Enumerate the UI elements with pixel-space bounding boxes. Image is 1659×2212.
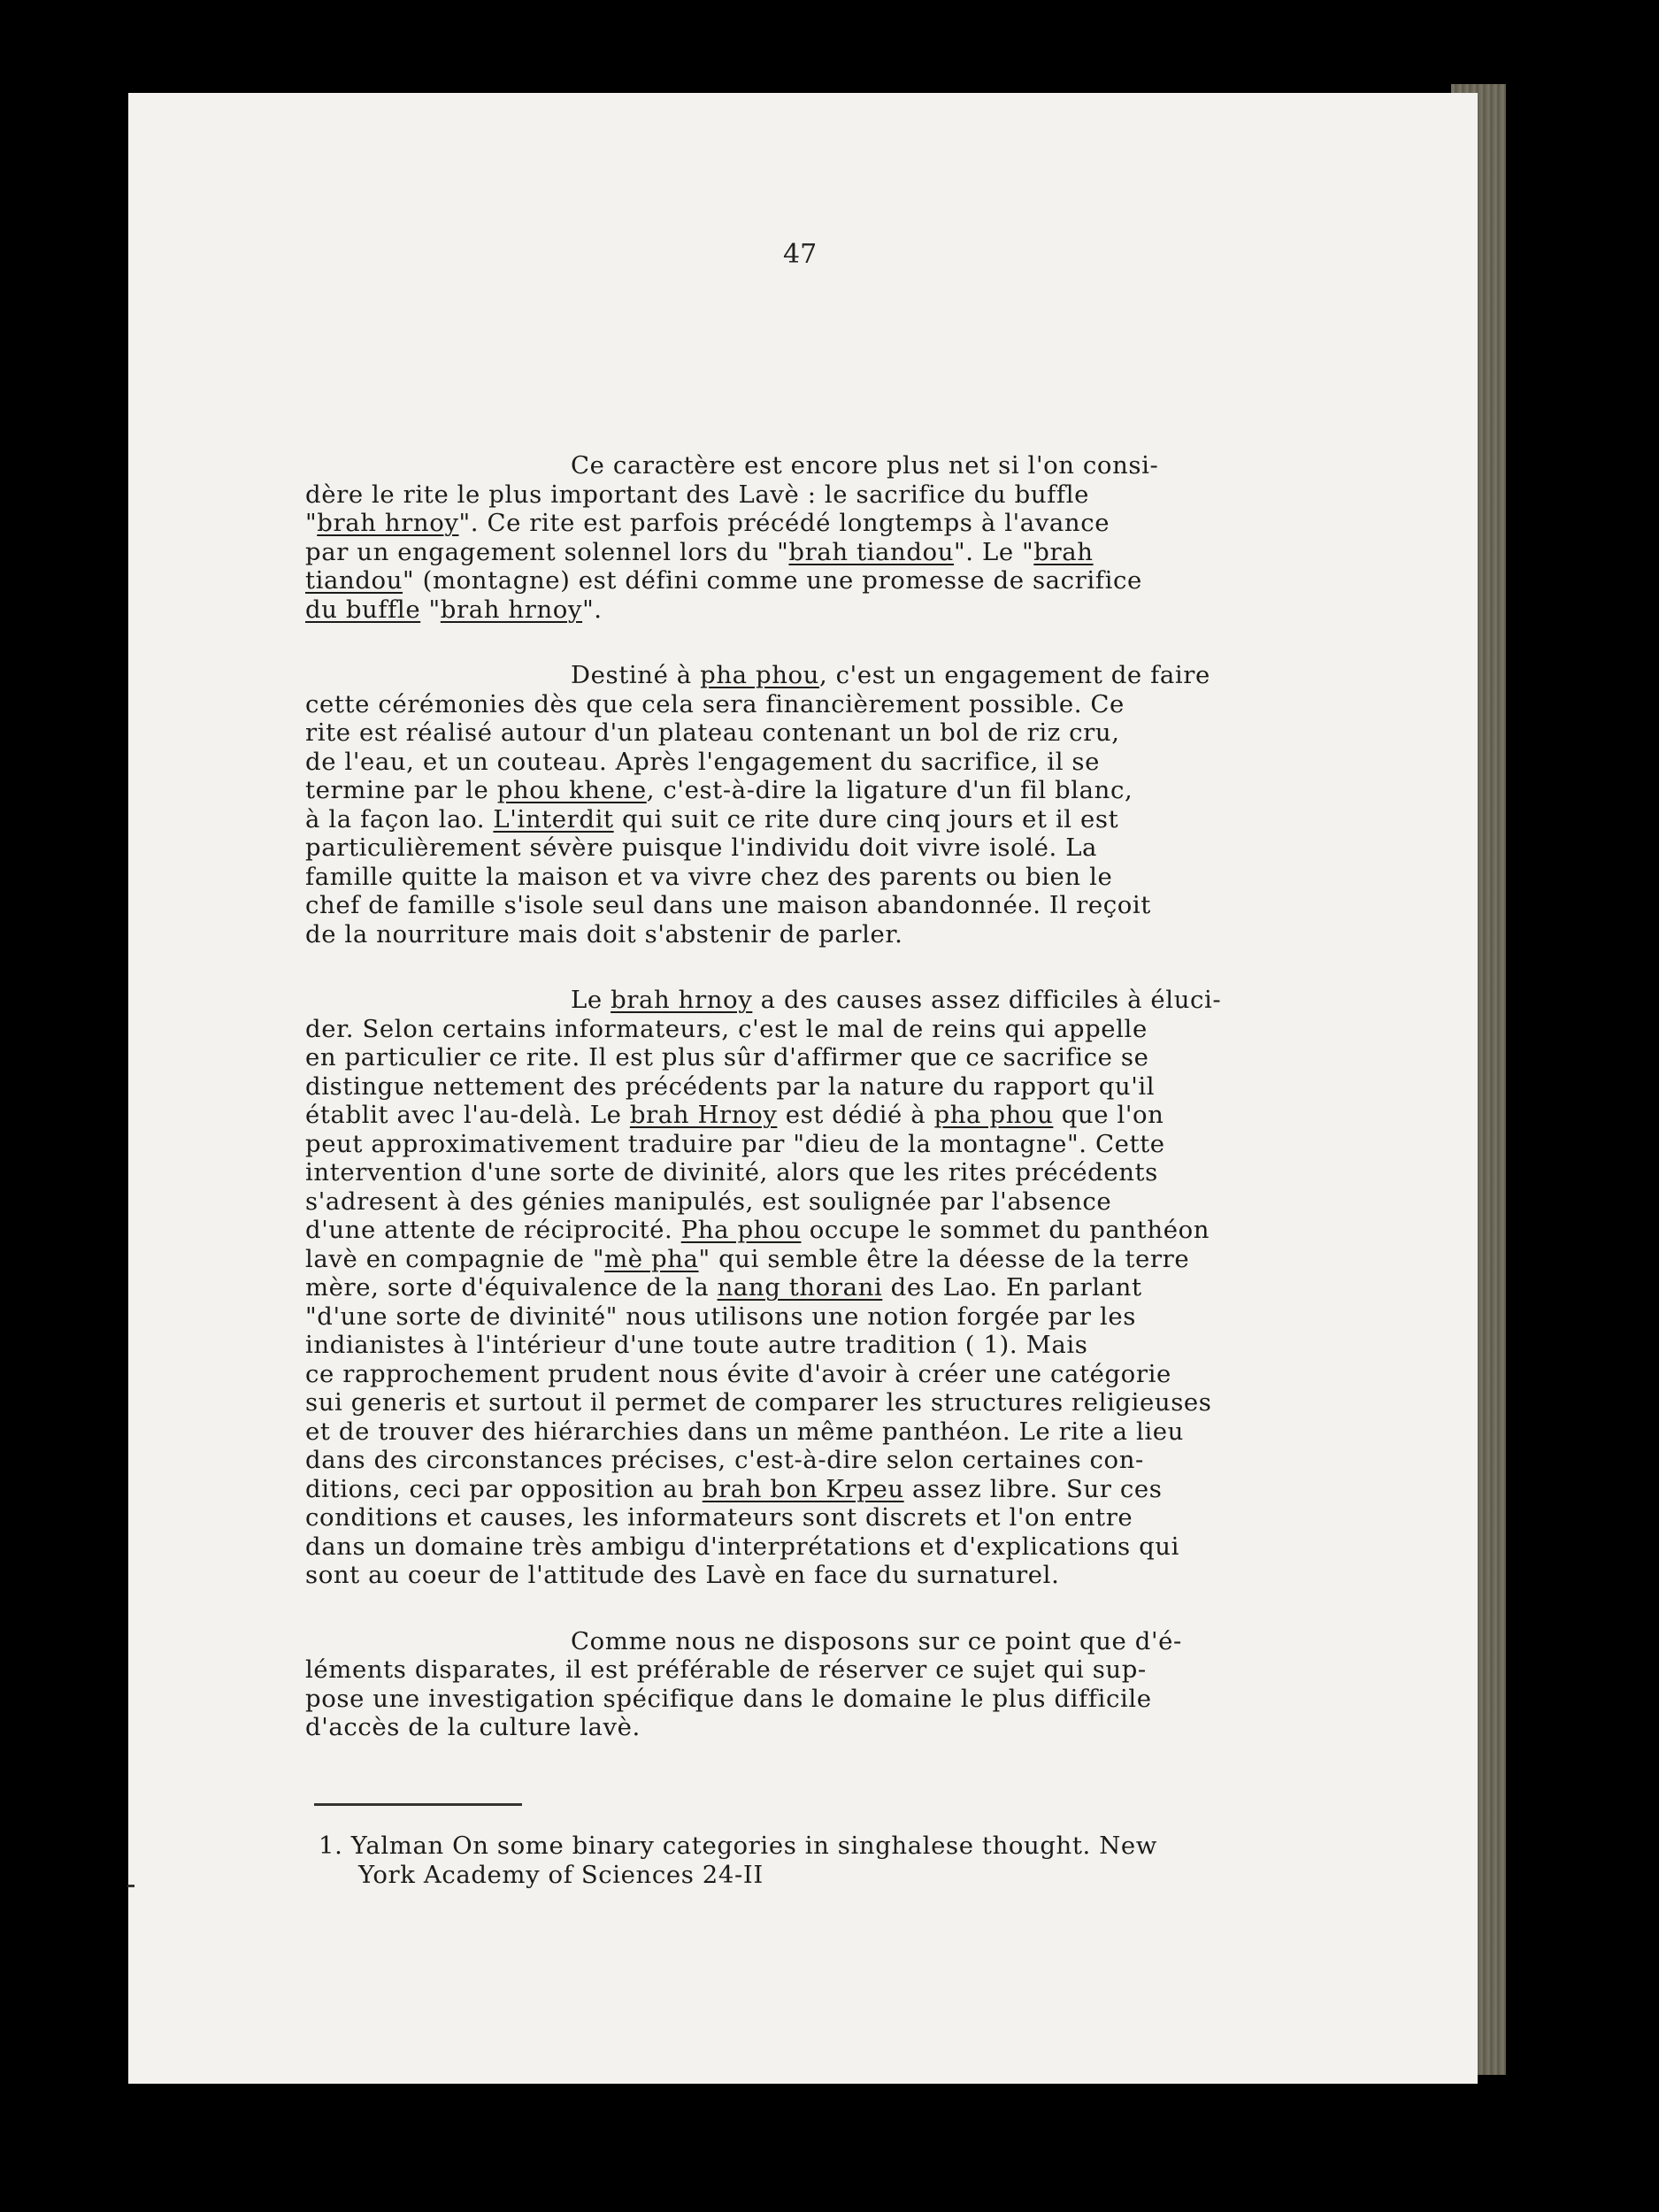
- text-line: [305, 1043, 1380, 1072]
- text-run: sui generis et surtout il permet de comparer les structures religieuses: [305, 1388, 1212, 1417]
- text-run: sont au coeur de l'attitude des Lavè en face du surnaturel.: [305, 1561, 1060, 1589]
- text-line: [305, 863, 1380, 892]
- text-line: [305, 1561, 1380, 1590]
- text-run: ce rapprochement prudent nous évite d'avoir à créer une catégorie: [305, 1359, 1171, 1388]
- underlined-term: brah Hrnoy: [629, 1101, 778, 1129]
- text-line: [305, 1245, 1380, 1274]
- text-run: Le: [571, 986, 611, 1014]
- paragraph: [305, 451, 1380, 624]
- text-line: [305, 1015, 1380, 1044]
- text-run: " qui semble être la déesse de la terre: [698, 1244, 1190, 1273]
- text-run: de l'eau, et un couteau. Après l'engagement du sacrifice, il se: [305, 747, 1101, 776]
- text-run: , c'est-à-dire la ligature d'un fil blanc,: [646, 776, 1133, 804]
- text-line: [305, 1417, 1380, 1447]
- text-run: distingue nettement des précédents par la nature du rapport qu'il: [305, 1071, 1156, 1101]
- text-line: [305, 1072, 1380, 1102]
- text-run: en particulier ce rite. Il est plus sûr d'affirmer que ce sacrifice se: [305, 1043, 1149, 1071]
- text-run: occupe le sommet du panthéon: [801, 1216, 1210, 1244]
- text-run: famille quitte la maison et va vivre chez des parents ou bien le: [305, 862, 1113, 891]
- text-line: [305, 1475, 1380, 1504]
- text-run: d'accès de la culture lavè.: [305, 1713, 641, 1741]
- text-line: [305, 1685, 1380, 1714]
- text-run: ": [420, 595, 441, 624]
- text-line: [305, 1331, 1380, 1360]
- text-line: [305, 1360, 1380, 1389]
- underlined-term: brah hrnoy: [440, 595, 583, 624]
- text-line: [305, 566, 1380, 595]
- text-line: [305, 748, 1380, 777]
- text-line: [305, 920, 1380, 949]
- text-line: [305, 451, 1380, 480]
- text-line: [305, 1101, 1380, 1130]
- text-line: [305, 1158, 1380, 1187]
- text-run: Destiné à: [571, 661, 701, 689]
- text-line: [305, 1503, 1380, 1532]
- text-line: [305, 986, 1380, 1015]
- text-line: [305, 833, 1380, 863]
- text-line: [305, 1130, 1380, 1159]
- text-run: ". Le ": [954, 537, 1034, 566]
- text-line: [305, 1388, 1380, 1417]
- footnote-line: York Academy of Sciences 24-II: [358, 1860, 764, 1889]
- text-run: à la façon lao.: [305, 804, 494, 833]
- text-run: établit avec l'au-delà. Le: [305, 1101, 630, 1129]
- paragraph: [305, 1627, 1380, 1742]
- text-run: dère le rite le plus important des Lavè : le sacrifice du buffle: [305, 480, 1089, 509]
- text-line: [305, 690, 1380, 719]
- text-line: [305, 1273, 1380, 1302]
- underlined-term: tiandou: [305, 566, 403, 595]
- text-run: Ce caractère est encore plus net si l'on consi-: [571, 451, 1159, 480]
- text-line: [305, 1713, 1380, 1742]
- text-run: ditions, ceci par opposition au: [305, 1474, 703, 1503]
- page-number: 47: [783, 239, 818, 270]
- text-run: a des causes assez difficiles à éluci-: [752, 986, 1222, 1014]
- footnote-rule: [314, 1803, 522, 1806]
- text-run: lavè en compagnie de ": [305, 1244, 605, 1273]
- text-run: cette cérémonies dès que cela sera financièrement possible. Ce: [305, 689, 1125, 718]
- text-run: est dédié à: [777, 1101, 934, 1129]
- paragraph: [305, 661, 1380, 949]
- text-run: ". Ce rite est parfois précédé longtemps à l'avance: [458, 509, 1110, 537]
- text-line: [305, 891, 1380, 920]
- text-run: mère, sorte d'équivalence de la: [305, 1273, 718, 1302]
- underlined-term: mè pha: [604, 1244, 699, 1273]
- underlined-term: phou khene: [496, 776, 647, 804]
- body-text: [305, 451, 1380, 1779]
- text-line: [305, 1446, 1380, 1475]
- text-run: rite est réalisé autour d'un plateau contenant un bol de riz cru,: [305, 718, 1120, 747]
- underlined-term: brah: [1033, 537, 1094, 566]
- text-line: [305, 1216, 1380, 1245]
- underlined-term: pha phou: [933, 1101, 1054, 1129]
- text-run: Comme nous ne disposons sur ce point que d'é-: [571, 1626, 1182, 1655]
- underlined-term: Pha phou: [680, 1216, 802, 1244]
- text-run: des Lao. En parlant: [882, 1273, 1142, 1302]
- text-run: par un engagement solennel lors du ": [305, 537, 789, 566]
- margin-mark: [127, 1885, 134, 1887]
- text-run: chef de famille s'isole seul dans une maison abandonnée. Il reçoit: [305, 891, 1151, 919]
- text-run: léments disparates, il est préférable de réserver ce sujet qui sup-: [305, 1655, 1147, 1684]
- text-run: , c'est un engagement de faire: [819, 661, 1210, 689]
- text-line: [305, 1302, 1380, 1332]
- text-run: s'adresent à des génies manipulés, est soulignée par l'absence: [305, 1187, 1112, 1216]
- underlined-term: nang thorani: [717, 1273, 883, 1302]
- text-run: ".: [582, 595, 603, 624]
- text-line: [305, 1627, 1380, 1656]
- underlined-term: brah hrnoy: [611, 986, 753, 1014]
- text-run: " (montagne) est défini comme une promesse de sacrifice: [403, 566, 1142, 595]
- text-line: [305, 661, 1380, 690]
- text-line: [305, 509, 1380, 538]
- paragraph: [305, 986, 1380, 1590]
- text-run: pose une investigation spécifique dans le domaine le plus difficile: [305, 1684, 1152, 1713]
- underlined-term: L'interdit: [493, 804, 614, 833]
- underlined-term: pha phou: [700, 661, 819, 689]
- text-run: particulièrement sévère puisque l'individu doit vivre isolé. La: [305, 833, 1098, 862]
- underlined-term: brah hrnoy: [317, 509, 459, 537]
- text-run: intervention d'une sorte de divinité, alors que les rites précédents: [305, 1158, 1158, 1187]
- text-run: dans un domaine très ambigu d'interprétations et d'explications qui: [305, 1532, 1179, 1561]
- text-run: dans des circonstances précises, c'est-à-dire selon certaines con-: [305, 1446, 1144, 1474]
- text-run: de la nourriture mais doit s'abstenir de parler.: [305, 919, 903, 949]
- text-run: conditions et causes, les informateurs sont discrets et l'on entre: [305, 1503, 1133, 1532]
- text-run: qui suit ce rite dure cinq jours et il est: [613, 804, 1119, 833]
- text-line: [305, 538, 1380, 567]
- text-run: que l'on: [1053, 1101, 1164, 1129]
- text-line: [305, 1655, 1380, 1685]
- text-line: [305, 595, 1380, 625]
- text-run: "d'une sorte de divinité" nous utilisons une notion forgée par les: [305, 1302, 1136, 1331]
- text-line: [305, 718, 1380, 748]
- text-run: peut approximativement traduire par "dieu de la montagne". Cette: [305, 1129, 1165, 1158]
- footnote-line: 1. Yalman On some binary categories in singhalese thought. New: [319, 1832, 1157, 1860]
- text-run: assez libre. Sur ces: [903, 1474, 1163, 1503]
- text-run: der. Selon certains informateurs, c'est le mal de reins qui appelle: [305, 1014, 1148, 1043]
- text-line: [305, 480, 1380, 510]
- underlined-term: brah bon Krpeu: [702, 1474, 904, 1503]
- text-run: ": [305, 509, 318, 537]
- text-line: [305, 805, 1380, 834]
- text-line: [305, 1187, 1380, 1217]
- underlined-term: brah tiandou: [788, 537, 955, 566]
- text-run: indianistes à l'intérieur d'une toute autre tradition ( 1). Mais: [305, 1331, 1088, 1359]
- text-line: [305, 776, 1380, 805]
- text-run: et de trouver des hiérarchies dans un même panthéon. Le rite a lieu: [305, 1417, 1184, 1446]
- text-run: termine par le: [305, 776, 497, 804]
- footnote: [319, 1832, 1380, 1889]
- text-line: [305, 1532, 1380, 1562]
- text-run: d'une attente de réciprocité.: [305, 1216, 681, 1244]
- underlined-term: du buffle: [305, 595, 421, 624]
